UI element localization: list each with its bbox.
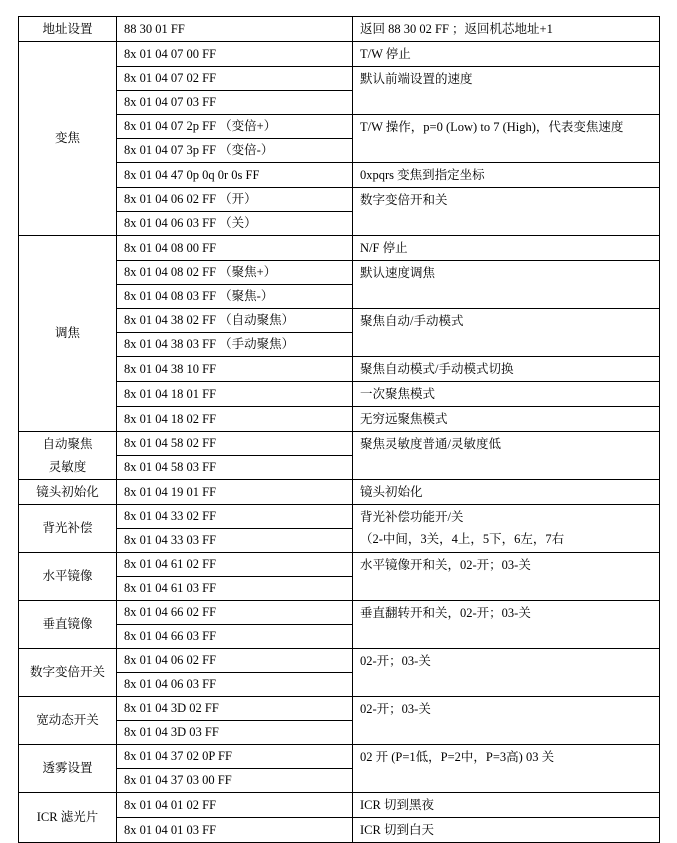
description-text: ICR 切到白天 <box>360 823 434 837</box>
command-cell <box>117 529 353 553</box>
command-cell <box>117 42 353 67</box>
function-name: 调焦 <box>54 326 80 340</box>
function-name: 变焦 <box>54 131 80 145</box>
command-code: 8x 01 04 07 03 FF <box>124 95 217 109</box>
command-cell <box>117 505 353 529</box>
function-name-cell <box>19 236 117 432</box>
function-name: 垂直镜像 <box>42 617 93 631</box>
description-cell <box>353 17 660 42</box>
command-code: 8x 01 04 01 02 FF <box>124 797 217 812</box>
command-cell <box>117 333 353 357</box>
function-name-cell <box>19 697 117 745</box>
command-cell <box>117 769 353 793</box>
command-table <box>18 16 660 843</box>
command-code: 8x 01 04 37 03 00 FF <box>124 773 232 787</box>
table-row <box>19 480 660 505</box>
command-code: 8x 01 04 07 02 FF <box>124 71 217 85</box>
description-text: 聚焦自动模式/手动模式切换 <box>360 362 514 376</box>
command-code: 8x 01 04 18 02 FF <box>124 411 217 426</box>
command-code: 8x 01 04 47 0p 0q 0r 0s FF <box>124 167 260 182</box>
function-name-cell <box>19 793 117 843</box>
command-code: 8x 01 04 01 03 FF <box>124 822 217 837</box>
command-cell <box>117 818 353 843</box>
description-cell <box>353 697 660 745</box>
description-text: 数字变倍开和关 <box>360 193 448 207</box>
description-cell <box>353 407 660 432</box>
description-cell <box>353 745 660 793</box>
function-name-cell <box>19 553 117 601</box>
table-row <box>19 17 660 42</box>
command-cell <box>117 357 353 382</box>
table-row <box>19 697 660 721</box>
command-code: 88 30 01 FF <box>124 21 185 36</box>
description-text: ICR 切到黑夜 <box>360 798 434 812</box>
description-text: （2-中间，3关，4上，5下，6左，7右 <box>360 532 565 546</box>
command-code: 8x 01 04 38 10 FF <box>124 361 217 376</box>
command-code: 8x 01 04 58 02 FF <box>124 436 217 450</box>
description-cell <box>353 236 660 261</box>
command-code: 8x 01 04 06 03 FF （关） <box>124 216 257 230</box>
description-text: 镜头初始化 <box>360 485 423 499</box>
description-cell <box>353 382 660 407</box>
description-cell <box>353 432 660 480</box>
description-cell <box>353 261 660 309</box>
command-code: 8x 01 04 61 03 FF <box>124 581 217 595</box>
table-row <box>19 649 660 673</box>
command-code: 8x 01 04 06 03 FF <box>124 677 217 691</box>
function-name-cell <box>19 745 117 793</box>
description-text: 返回 88 30 02 FF ；返回机芯地址+1 <box>360 22 553 36</box>
description-text: 0xpqrs 变焦到指定坐标 <box>360 168 485 182</box>
command-code: 8x 01 04 07 2p FF （变倍+） <box>124 119 277 133</box>
command-code: 8x 01 04 18 01 FF <box>124 386 217 401</box>
command-cell <box>117 673 353 697</box>
command-cell <box>117 649 353 673</box>
command-table-body <box>19 17 660 843</box>
function-name: 镜头初始化 <box>36 484 99 499</box>
function-name-cell <box>19 601 117 649</box>
command-cell <box>117 577 353 601</box>
description-cell <box>353 163 660 188</box>
command-cell <box>117 480 353 505</box>
command-code: 8x 01 04 07 00 FF <box>124 46 217 61</box>
command-code: 8x 01 04 08 00 FF <box>124 240 217 255</box>
description-text: T/W 停止 <box>360 47 411 61</box>
description-cell <box>353 601 660 649</box>
command-code: 8x 01 04 37 02 0P FF <box>124 749 232 763</box>
table-row <box>19 42 660 67</box>
description-cell <box>353 649 660 697</box>
command-cell <box>117 91 353 115</box>
command-code: 8x 01 04 3D 03 FF <box>124 725 219 739</box>
description-cell <box>353 309 660 357</box>
command-cell <box>117 163 353 188</box>
description-text: 默认速度调焦 <box>360 266 436 280</box>
description-text: N/F 停止 <box>360 241 408 255</box>
command-cell <box>117 382 353 407</box>
command-cell <box>117 721 353 745</box>
function-name: 透雾设置 <box>42 761 93 775</box>
command-code: 8x 01 04 06 02 FF <box>124 653 217 667</box>
command-code: 8x 01 04 66 03 FF <box>124 629 217 643</box>
function-name-cell <box>19 480 117 505</box>
description-text: 无穷远聚焦模式 <box>360 412 448 426</box>
table-row <box>19 793 660 818</box>
command-cell <box>117 456 353 480</box>
command-code: 8x 01 04 08 02 FF （聚焦+） <box>124 265 277 279</box>
command-cell <box>117 407 353 432</box>
command-cell <box>117 115 353 139</box>
table-row <box>19 236 660 261</box>
description-text: 聚焦自动/手动模式 <box>360 314 464 328</box>
command-cell <box>117 309 353 333</box>
function-name-cell <box>19 505 117 553</box>
function-name: 灵敏度 <box>48 459 87 474</box>
command-code: 8x 01 04 33 03 FF <box>124 533 217 547</box>
command-cell <box>117 212 353 236</box>
function-name-cell <box>19 432 117 480</box>
command-code: 8x 01 04 66 02 FF <box>124 605 217 619</box>
command-cell <box>117 432 353 456</box>
description-cell <box>353 793 660 818</box>
command-code: 8x 01 04 33 02 FF <box>124 509 217 523</box>
command-cell <box>117 745 353 769</box>
table-row <box>19 601 660 625</box>
command-cell <box>117 188 353 212</box>
description-text: 背光补偿功能开/关 <box>360 510 464 524</box>
description-cell <box>353 505 660 553</box>
description-text: 默认前端设置的速度 <box>360 72 473 86</box>
command-code: 8x 01 04 08 03 FF （聚焦-） <box>124 289 274 303</box>
description-cell <box>353 42 660 67</box>
description-text: 水平镜像开和关，02-开；03-关 <box>360 558 531 572</box>
description-text: 聚焦灵敏度普通/灵敏度低 <box>360 437 501 451</box>
command-cell <box>117 625 353 649</box>
function-name: ICR 滤光片 <box>36 810 99 824</box>
description-cell <box>353 67 660 115</box>
description-cell <box>353 357 660 382</box>
description-text: 02 开 (P=1低，P=2中，P=3高) 03 关 <box>360 750 555 764</box>
command-cell <box>117 17 353 42</box>
command-code: 8x 01 04 19 01 FF <box>124 484 217 499</box>
table-row <box>19 745 660 769</box>
description-cell <box>353 480 660 505</box>
description-cell <box>353 115 660 163</box>
description-text: 垂直翻转开和关，02-开；03-关 <box>360 606 531 620</box>
command-code: 8x 01 04 38 02 FF （自动聚焦） <box>124 313 295 327</box>
description-cell <box>353 818 660 843</box>
command-cell <box>117 285 353 309</box>
function-name: 背光补偿 <box>42 521 93 535</box>
table-row <box>19 432 660 456</box>
function-name: 宽动态开关 <box>36 713 99 727</box>
function-name: 水平镜像 <box>42 569 93 583</box>
function-name: 地址设置 <box>42 21 93 36</box>
command-code: 8x 01 04 61 02 FF <box>124 557 217 571</box>
description-text: 一次聚焦模式 <box>360 387 436 401</box>
description-text: 02-开；03-关 <box>360 702 431 716</box>
description-text: T/W 操作，p=0 (Low) to 7 (High)，代表变焦速度 <box>360 120 624 134</box>
command-code: 8x 01 04 06 02 FF （开） <box>124 192 257 206</box>
command-code: 8x 01 04 07 3p FF （变倍-） <box>124 143 274 157</box>
function-name: 数字变倍开关 <box>29 665 105 679</box>
command-code: 8x 01 04 3D 02 FF <box>124 701 219 715</box>
command-cell <box>117 793 353 818</box>
function-name-cell <box>19 649 117 697</box>
description-cell <box>353 553 660 601</box>
function-name-cell <box>19 17 117 42</box>
command-cell <box>117 139 353 163</box>
function-name: 自动聚焦 <box>42 436 93 451</box>
command-cell <box>117 261 353 285</box>
function-name-cell <box>19 42 117 236</box>
description-cell <box>353 188 660 236</box>
command-code: 8x 01 04 58 03 FF <box>124 460 217 474</box>
table-row <box>19 505 660 529</box>
command-code: 8x 01 04 38 03 FF （手动聚焦） <box>124 337 295 351</box>
command-cell <box>117 67 353 91</box>
table-row <box>19 553 660 577</box>
command-cell <box>117 697 353 721</box>
description-text: 02-开；03-关 <box>360 654 431 668</box>
command-cell <box>117 553 353 577</box>
command-cell <box>117 236 353 261</box>
command-cell <box>117 601 353 625</box>
